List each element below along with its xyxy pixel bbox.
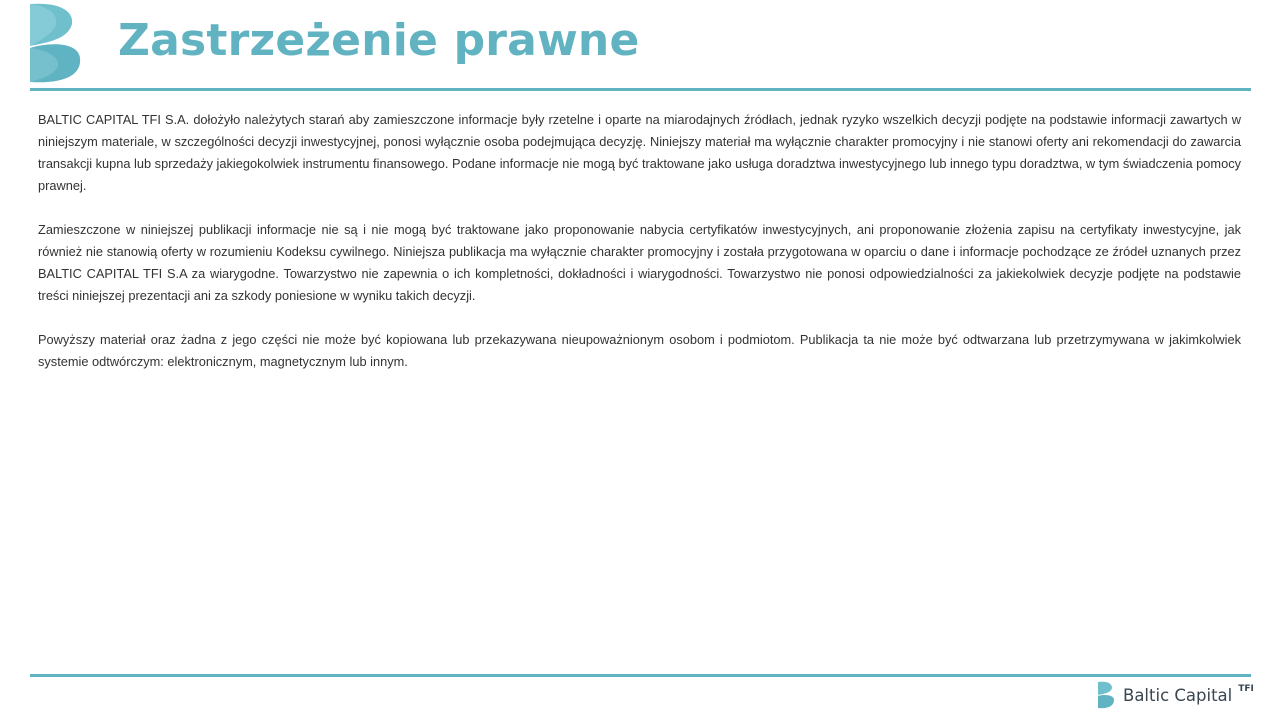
disclaimer-body (38, 109, 1241, 395)
baltic-capital-b-logo-icon (28, 2, 84, 84)
disclaimer-paragraph: Zamieszczone w niniejszej publikacji informacje nie są i nie mogą być traktowane jako proponowanie nabycia certyfikatów inwestycyjnych, ani proponowanie złożenia zapisu na certyfikaty inwestycyjne, jak również nie stanowią oferty w rozumieniu Kodeksu cywilnego. Niniejsza publikacja ma wyłącznie charakter promocyjny i została przygotowana w oparciu o dane i informacje pochodzące ze źródeł uznanych przez BALTIC CAPITAL TFI S.A za wiarygodne. Towarzystwo nie zapewnia o ich kompletności, dokładności i wiarygodności. Towarzystwo nie ponosi odpowiedzialności za jakiekolwiek decyzje podjęte na podstawie treści niniejszej prezentacji ani za szkody poniesione w wyniku takich decyzji. (38, 222, 1241, 303)
disclaimer-paragraph: Powyższy materiał oraz żadna z jego części nie może być kopiowana lub przekazywana nieupoważnionym osobom i podmiotom. Publikacja ta nie może być odtwarzana lub przetrzymywana w jakimkolwiek systemie odtwórczym: elektronicznym, magnetycznym lub innym. (38, 332, 1241, 369)
disclaimer-paragraph: BALTIC CAPITAL TFI S.A. dołożyło należytych starań aby zamieszczone informacje były rzetelne i oparte na miarodajnych źródłach, jednak ryzyko wszelkich decyzji podjęte na podstawie informacji zawartych w niniejszym materiale, w szczególności decyzji inwestycyjnej, ponosi wyłącznie osoba podejmująca decyzję. Niniejszy materiał ma wyłącznie charakter promocyjny i nie stanowi oferty ani rekomendacji do zawarcia transakcji kupna lub sprzedaży jakiegokolwiek instrumentu finansowego. Podane informacje nie mogą być traktowane jako usługa doradztwa inwestycyjnego lub innego typu doradztwa, w tym świadczenia pomocy prawnej. (38, 112, 1241, 193)
baltic-capital-small-logo-icon (1097, 681, 1115, 709)
brand-name: Baltic Capital (1123, 685, 1233, 705)
header-divider (30, 88, 1251, 91)
brand-suffix: TFI (1238, 684, 1254, 694)
footer-brand (1097, 680, 1254, 710)
footer-divider (30, 674, 1251, 677)
page-title: Zastrzeżenie prawne (118, 15, 640, 66)
